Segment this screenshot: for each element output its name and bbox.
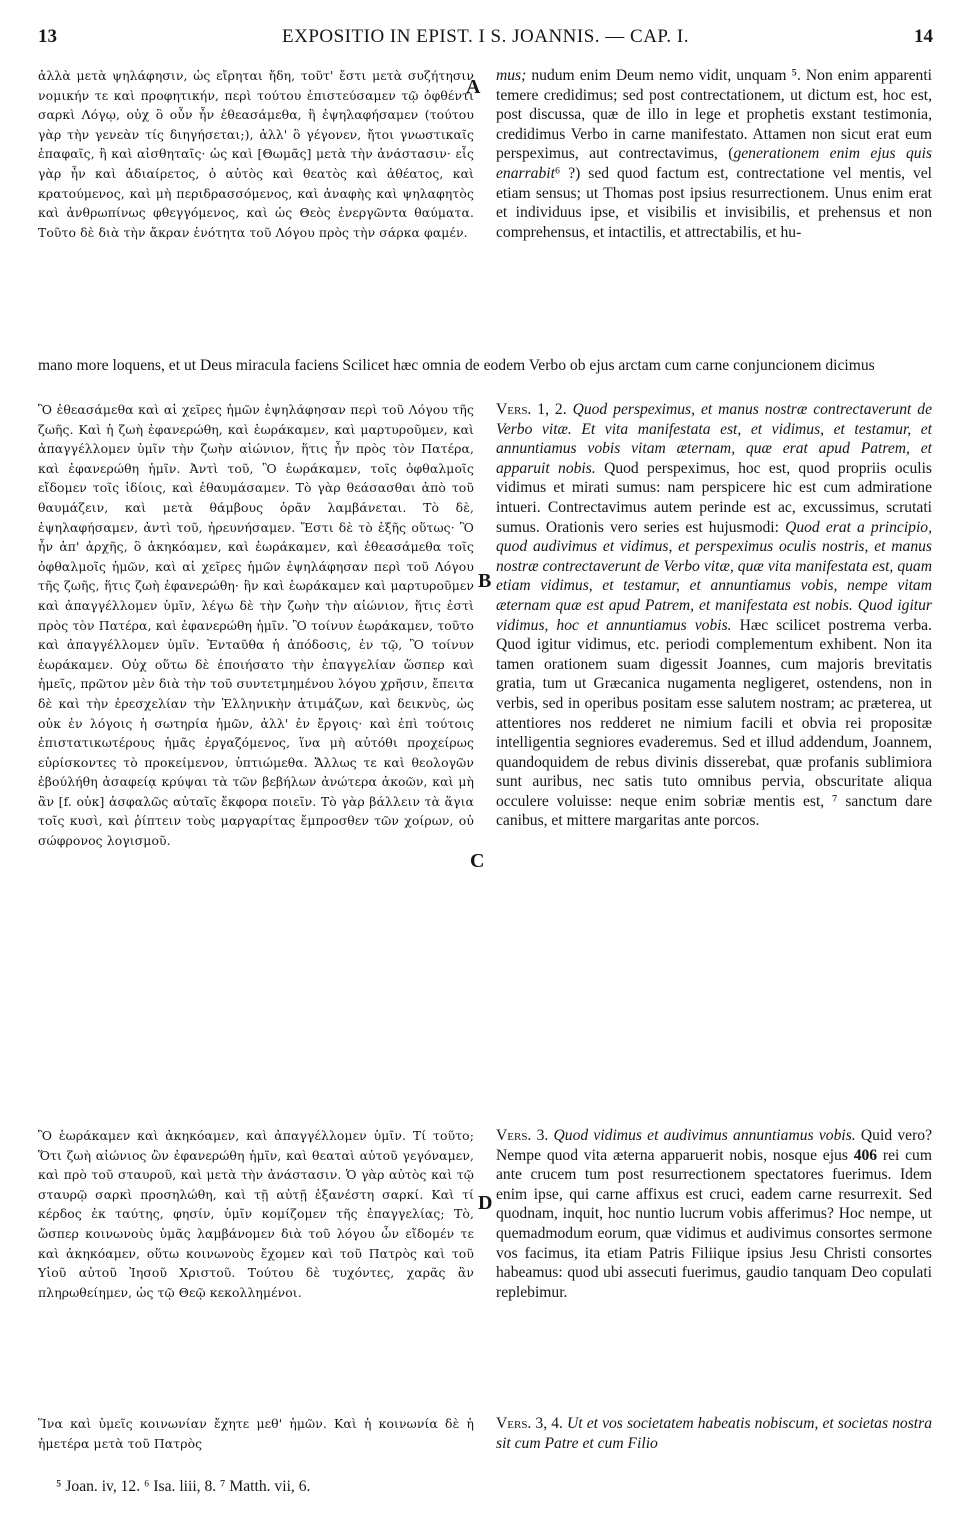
latin-text-block-4 — [496, 1414, 932, 1460]
running-title: EXPOSITIO IN EPIST. I S. JOANNIS. — CAP. I. — [282, 26, 689, 47]
verse-text: Quod perspeximus, et manus nostræ contrectaverunt de Verbo vitæ. Et vita manifestata est, et vidimus, et testamur, et annuntiamus vobis vitam æternam, quæ erat apud Patrem, et apparuit nobis. — [496, 401, 932, 477]
greek-text-block-4 — [38, 1414, 474, 1460]
greek-text-block-2 — [38, 400, 474, 1100]
page-number-left: 13 — [38, 26, 57, 47]
latin-text-block-3 — [496, 1126, 932, 1406]
section-mark-a: A — [466, 76, 481, 98]
latin-text: Hæc scilicet postrema verba. Quod igitur vidimus, etc. periodi complementum exhibent. Non ita tamen orationem suam digessit Joannes, cum majoris brevitatis gratia, tum ut Græcanica nugamenta negligeret, ostendens, non in verbis, sed in operibus positam esse salutem nostram; ac præterea, ut attentiores nos redderet ne nimium facili et obvia rei propositæ intelligentia segniores evaderemus. Sed et illud addendum, Joannem, quandoquidem de rebus divinis disserebat, quæ profanis sublimiora sunt auribus, nec satis tuto omnibus pervia, obscuritate aliqua occulere voluisse: neque enim sobriæ mentis est, ⁷ sanctum dare canibus, et mittere margaritas ante porcos. — [496, 616, 932, 830]
greek-text-block-1 — [38, 66, 474, 354]
column-number: 406 — [853, 1146, 878, 1164]
verse-heading: Vers. 3, 4. — [496, 1415, 563, 1432]
full-width-line: mano more loquens, et ut Deus miracula faciens Scilicet hæc omnia de eodem Verbo ob ejus arctam cum carne conjuncionem dicimus — [38, 357, 875, 374]
latin-paragraph — [496, 66, 932, 242]
latin-text: Quod perspeximus, hoc est, quod propriis oculis vidimus et mirati sumus: nam perspicere hic est cum admiratione intueri. Contrectavimus autem perinde est ac, excussimus, scrutati sumus. Orationis vero series est hujusmodi: — [496, 459, 933, 536]
latin-italic-quote: Quod erat a principio, quod audivimus et vidimus, et perspeximus oculis nostris, et manus nostræ contrectaverunt de Verbo vitæ, quæ vita manifestata est, quam etiam vidimus, et testamur, et annuntiamus vobis, nempe vitam æternam quæ est apud Patrem, et manifestata est nobis. Quod igitur vidimus, hoc et annuntiamus vobis. — [496, 518, 932, 634]
latin-paragraph — [496, 1414, 932, 1453]
latin-text: Quid vero? Nempe quod vita æterna apparuerit nobis, nosque ejus — [496, 1127, 932, 1164]
footnotes: ⁵ Joan. iv, 12. ⁶ Isa. liii, 8. ⁷ Matth. vii, 6. — [56, 1478, 311, 1495]
latin-text-block-1 — [496, 66, 932, 354]
verse-heading: Vers. 3. — [496, 1127, 549, 1144]
greek-paragraph: Ὃ ἐθεασάμεθα καὶ αἱ χεῖρες ἡμῶν ἐψηλάφησαν περὶ τοῦ Λόγου τῆς ζωῆς. Καὶ ἡ ζωὴ ἐφανερώθη, καὶ ἑωράκαμεν, καὶ μαρτυροῦμεν, καὶ ἀπαγγέλλομεν ὑμῖν τὴν ζωὴν αἰώνιον, ἥτις ἦν πρὸς τὸν Πατέρα, καὶ ἐφανερώθη ἡμῖν. Ἀντὶ τοῦ, Ὃ ἑωράκαμεν, τοῖς ὀφθαλμοῖς εἴδομεν τοῖς ἰδίοις, καὶ ἐθαυμάσαμεν. Τὸ γὰρ θεάσασθαι ἀπὸ τοῦ θαυμάζειν, καὶ μετὰ θάμβους ὁρᾶν λαμβάνεται. Τὸ δὲ, ἐψηλαφήσαμεν, ἀντὶ τοῦ, ἠρευνήσαμεν. Ἔστι δὲ τὸ ἑξῆς οὕτως· Ὃ ἦν ἀπ' ἀρχῆς, ὃ ἀκηκόαμεν, καὶ ἑωράκαμεν, καὶ ἐθεασάμεθα τοῖς ὀφθαλμοῖς ἡμῶν, καὶ αἱ χεῖρες ἡμῶν ἐψηλάφησαν περὶ τοῦ Λόγου τῆς ζωῆς, ἥτις ζωὴ ἐφανερώθη· ἣν καὶ ἑωράκαμεν καὶ μαρτυροῦμεν καὶ ἀπαγγέλλομεν ὑμῖν, λέγω δὲ τὴν ζωὴν τὴν αἰώνιον, ἥτις ἐστὶ πρὸς τὸν Πατέρα, καὶ ἐφανερώθη ἡμῖν. Ὃ τοίνυν ἑωράκαμεν, τοῦτο καὶ ἀπαγγέλλομεν ὑμῖν. Ἐνταῦθα ἡ ἀπόδοσις, ἐν τῷ, Ὃ τοίνυν ἑωράκαμεν. Οὐχ οὕτω δὲ ἐποιήσατο τὴν ἐπαγγελίαν ὥσπερ καὶ ἡμεῖς, πρῶτον μὲν διὰ τὴν τοῦ συντετμημένου λόγου χρῆσιν, ἔπειτα δὲ καὶ τὴν ἐρεσχελίαν τὴν Ἑλληνικὴν ἀτιμάζων, καὶ δεικνὺς, ὡς οὐκ ἐν λόγοις ἡ σωτηρία ἡμῶν, ἀλλ' ἐν ἔργοις· καὶ ἐπὶ τούτοις ἐπιστατικωτέρους ἡμᾶς ἐργαζόμενος, ἵνα μὴ αὐτόθι προχείρως εὑρίσκοντες τὸ προκείμενον, ὑπτιώμεθα. Ἄλλως τε καὶ θεολογῶν ἐβούλήθη ἀσαφείᾳ κρύψαι τὰ τῶν βεβήλων ἀνώτερα ἀκοῶν, καὶ μὴ ἂν [f. οὐκ] ἀσφαλῶς αὐταῖς ἔκφορα ποιεῖν. Τὸ γὰρ βάλλειν τὰ ἅγια τοῖς κυσὶ, καὶ ῥίπτειν τοὺς μαργαρίτας ἔμπροσθεν τῶν χοίρων, οὐ σώφρονος λογισμοῦ. — [38, 402, 474, 849]
greek-paragraph: ἀλλὰ μετὰ ψηλάφησιν, ὡς εἴρηται ἤδη, τοῦτ' ἔστι μετὰ συζήτησιν νομικήν τε καὶ προφητικήν, περὶ τούτου ἐπιστεύσαμεν τῷ ὀφθέντι σαρκὶ Λόγῳ, οὐχ ὃ οὖν ἦν ἐθεασάμεθα, ἢ ἐψηλαφήσαμεν (τούτου γὰρ τὴν γενεὰν τίς διηγήσεται;), ἀλλ' ὃ γέγονεν, ἤτοι γνωστικαῖς ἐπαφαῖς, ἢ καὶ αἰσθηταῖς· ὡς καὶ [Θωμᾶς] μετὰ τὴν ἀνάστασιν· εἷς γὰρ ἦν καὶ ἀδιαίρετος, ὁ αὐτὸς καὶ θεατὸς καὶ ἀθέατος, καὶ κρατούμενος, καὶ μὴ περιδρασσόμενος, καὶ ἀναφὴς καὶ ψηλαφητὸς καὶ ἀνθρωπίνως φθεγγόμενος, καὶ ὡς Θεὸς ἐνεργῶντα θαύματα. Τοῦτο δὲ διὰ τὴν ἄκραν ἑνότητα τοῦ Λόγου πρὸς τὴν σάρκα φαμέν. — [38, 68, 474, 240]
verse-text: Quod vidimus et audivimus annuntiamus vobis. — [553, 1127, 856, 1144]
verse-text: Ut et vos societatem habeatis nobiscum, et societas nostra sit cum Patre et cum Filio — [496, 1415, 932, 1452]
section-mark-b: B — [478, 570, 492, 592]
running-header — [38, 26, 933, 52]
verse-heading: Vers. 1, 2. — [496, 401, 567, 418]
greek-paragraph: Ὃ ἑωράκαμεν καὶ ἀκηκόαμεν, καὶ ἀπαγγέλλομεν ὑμῖν. Τί τοῦτο; Ὅτι ζωὴ αἰώνιος ὢν ἐφανερώθη ἡμῖν, καὶ θεαταὶ αὐτοῦ γεγόναμεν, καὶ πρὸ τοῦ σταυροῦ, καὶ μετὰ τὴν ἀνάστασιν. Ὁ γὰρ αὐτὸς καὶ τῷ σταυρῷ σαρκὶ προσηλώθη, καὶ τῇ αὐτῇ ἐξανέστη σαρκί. Καὶ τί κέρδος ἐκ ταύτης, φησίν, ὑμῖν κομίζομεν τῆς ἐπαγγελίας; Τὸ, ὥσπερ κοινωνοὺς ὑμᾶς λαμβάνομεν διὰ τοῦ λόγου ὧν εἴδομέν τε καὶ ἀκηκόαμεν, οὕτω κοινωνοὺς ἔχομεν καὶ τοῦ Πατρὸς καὶ τοῦ Υἱοῦ αὐτοῦ Ἰησοῦ Χριστοῦ. Τούτου δὲ τυχόντες, χαρᾶς ἂν πληρωθείημεν, ὡς τῷ Θεῷ κεκολλημένοι. — [38, 1128, 474, 1300]
latin-paragraph — [496, 1126, 932, 1302]
latin-text: rei cum ante crucem tum post resurrectionem spectatores fuerimus. Idem enim ipse, qui carne affixus est cruci, eadem carne resurrexit. Sed quodnam, inquit, hoc nuntio lucrum vobis afferimus? Hoc nempe, ut quemadmodum eorum, quæ vidimus et audivimus consortes sermone vos facimus, ita etiam Patris Filiique ipsius Jesu Christi consortes habeamus: quod ubi assecuti fuerimus, gaudio tanquam Deo copulati replebimur. — [496, 1146, 932, 1301]
section-mark-d: D — [478, 1192, 493, 1214]
greek-text-block-3 — [38, 1126, 474, 1406]
latin-text: ⁶ ?) sed quod factum est, contrectatione vel mentis, vel etiam sensus; ut Thomas post ipsius resurrectionem. Unus enim erat et individuus ipse, et visibilis et invisibilis, et prehensus et non comprehensus, et intactilis, et attrectabilis, et hu- — [496, 164, 932, 241]
latin-paragraph — [496, 400, 932, 831]
latin-italic-lead: mus; — [496, 67, 527, 84]
latin-italic-quote: generationem enim ejus quis enarrabit — [496, 145, 932, 182]
latin-text: nudum enim Deum nemo vidit, unquam ⁵. Non enim apparenti temere credidimus; sed post contrectationem, ut dictum est, hoc est, post discussa, quæ de illo in lege et prophetis exstant testimonia, credidimus Verbo in carne manifestato. Attamen non sicut erat eum perspeximus, aut contrectavimus, ( — [496, 67, 932, 163]
page-number-right: 14 — [914, 26, 933, 47]
greek-paragraph: Ἵνα καὶ ὑμεῖς κοινωνίαν ἔχητε μεθ' ἡμῶν. Καὶ ἡ κοινωνία δὲ ἡ ἡμετέρα μετὰ τοῦ Πατρὸς — [38, 1416, 474, 1451]
section-mark-c: C — [470, 850, 485, 872]
latin-text-block-2 — [496, 400, 932, 1100]
